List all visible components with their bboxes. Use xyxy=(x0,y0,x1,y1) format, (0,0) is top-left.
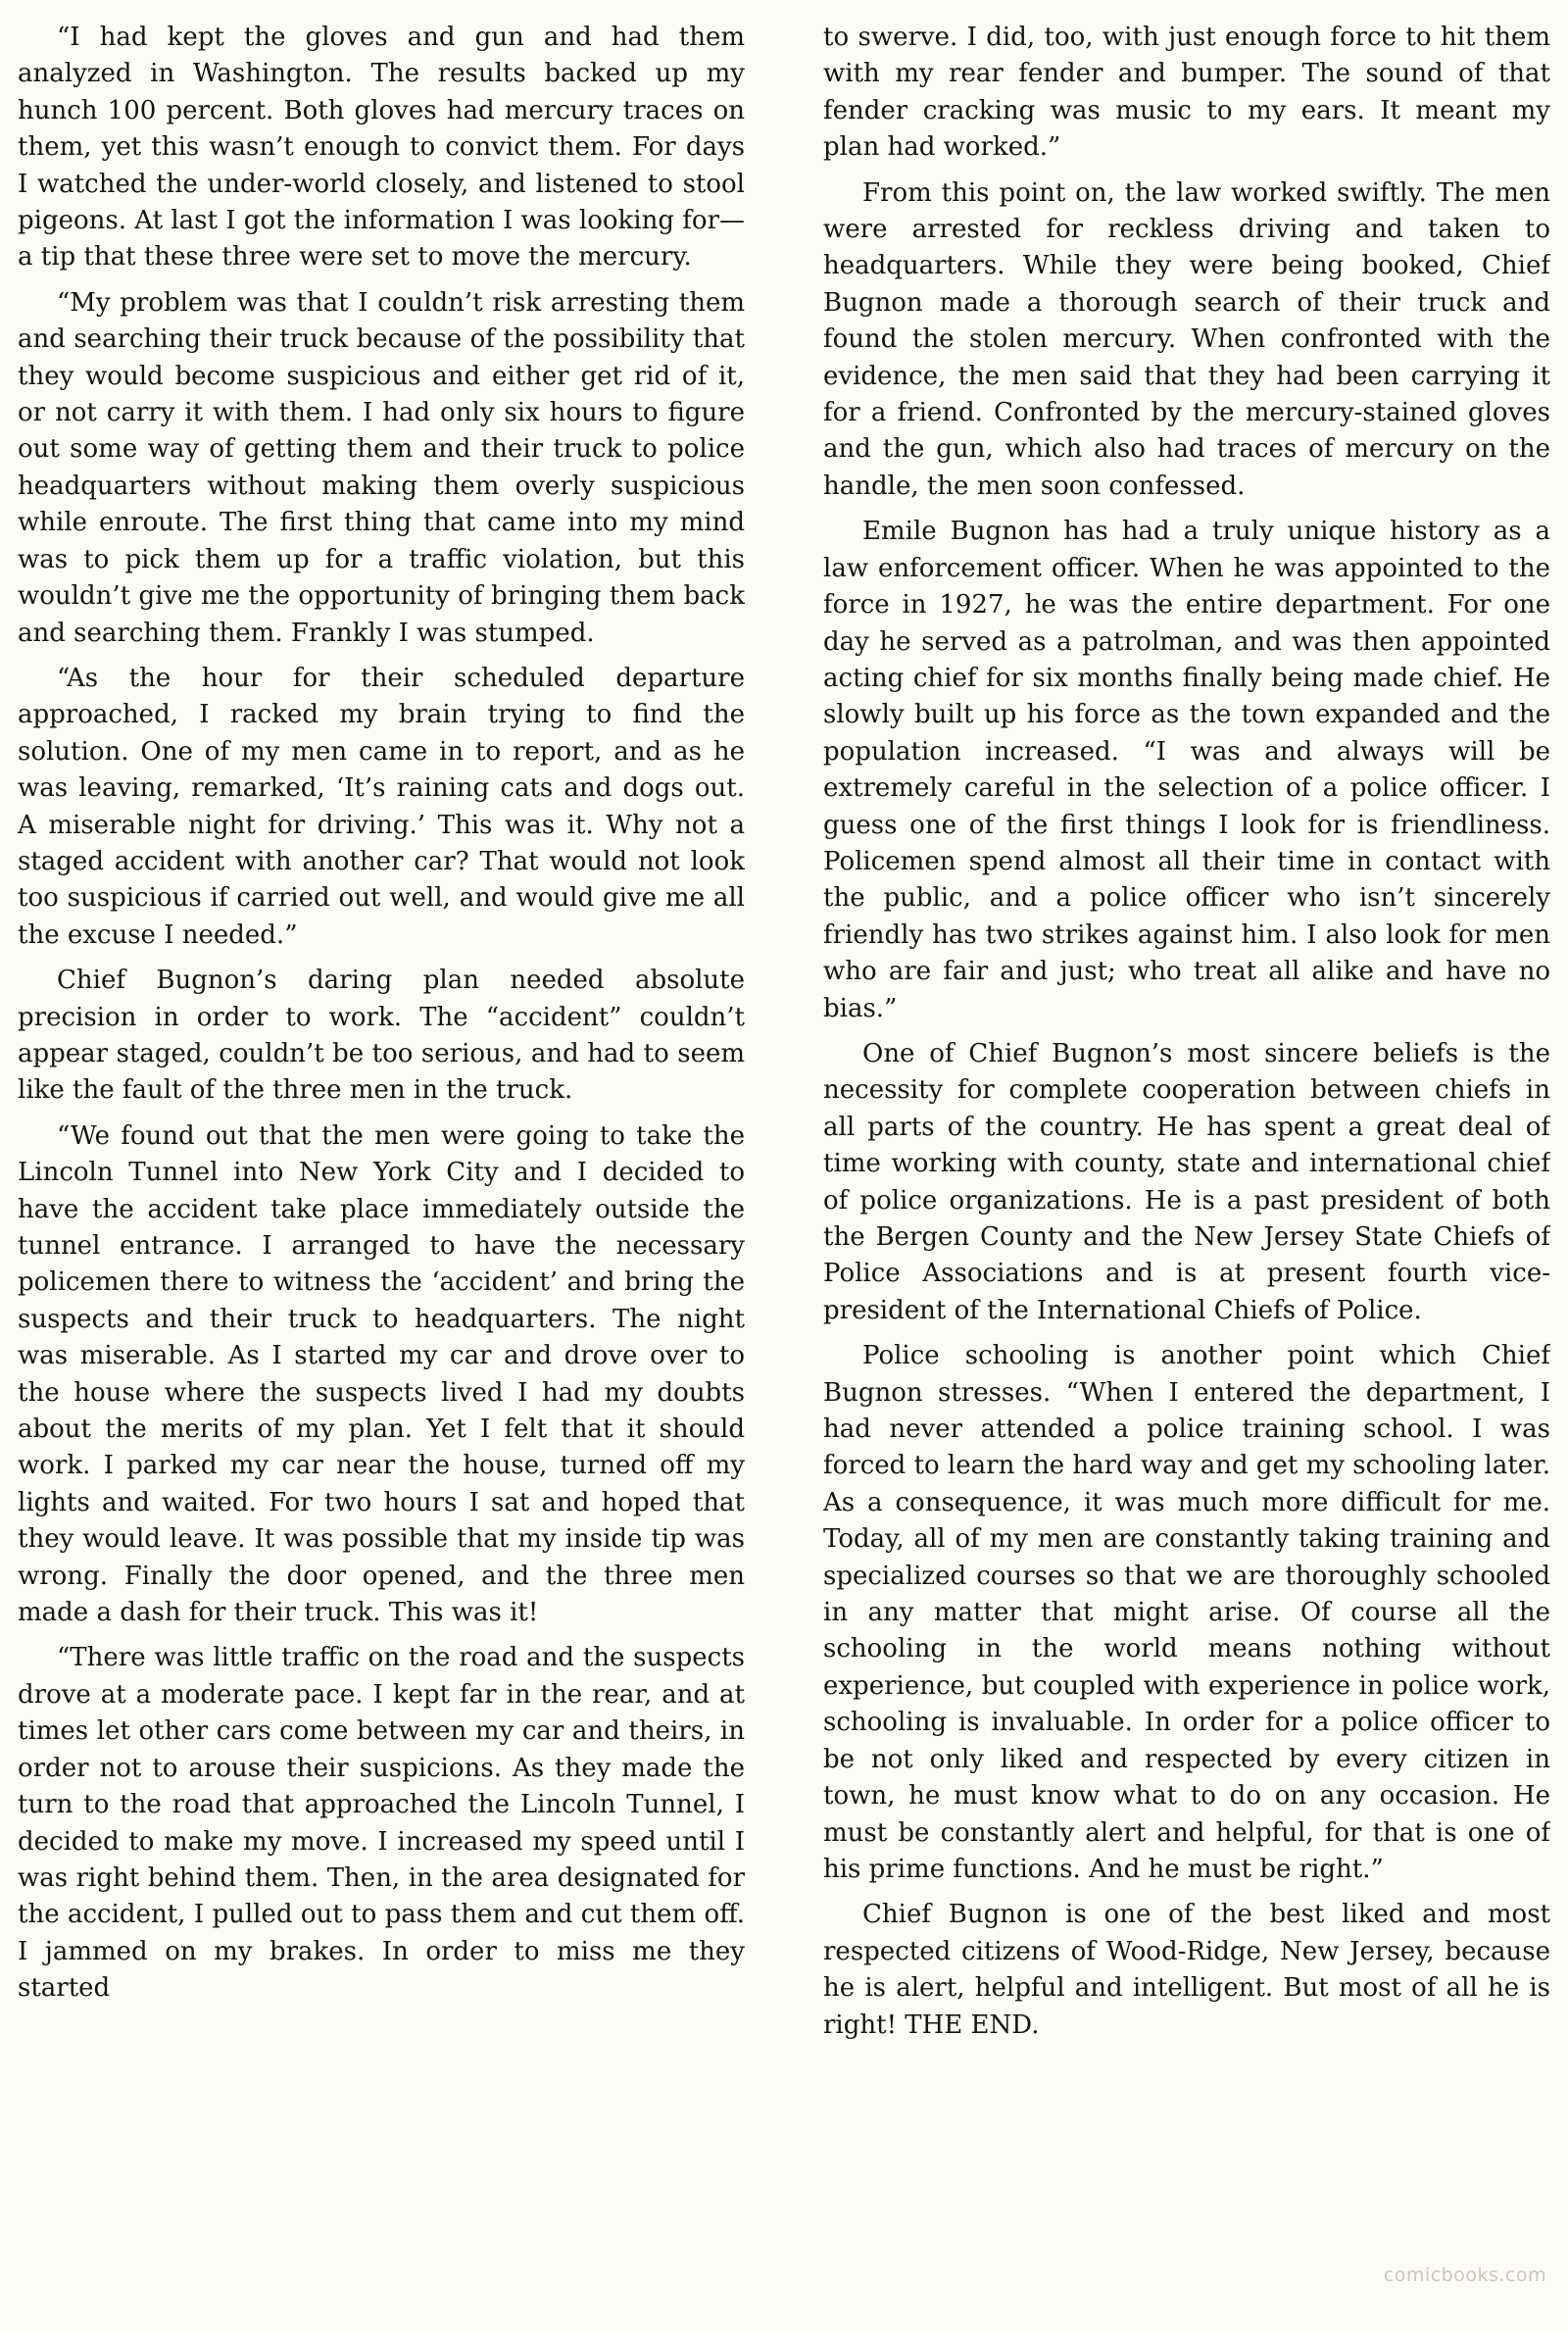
right-column xyxy=(823,20,1550,2333)
watermark: comicbooks.com xyxy=(1383,2264,1546,2286)
left-column xyxy=(18,20,745,2333)
paragraph-swerve: to swerve. I did, too, with just enough force to hit them with my rear fender and bumper. The sound of that fender cracking was music to my ears. It meant my plan had worked.” xyxy=(823,23,1550,163)
paragraph-gloves-analyzed: “I had kept the gloves and gun and had them analyzed in Washington. The results backed up my hunch 100 percent. Both gloves had mercury traces on them, yet this wasn’t enough to convict them. For days I watched the under-world closely, and listened to stool pigeons. At last I got the information I was looking for—a tip that these three were set to move the mercury. xyxy=(18,23,745,273)
paragraph-cooperation: One of Chief Bugnon’s most sincere beliefs is the necessity for complete cooperation between chiefs in all parts of the country. He has spent a great deal of time working with county, state and international chief of police organizations. He is a past president of both the Bergen County and the New Jersey State Chiefs of Police Associations and is at present fourth vice-president of the International Chiefs of Police. xyxy=(823,1038,1550,1325)
paragraph-lincoln-tunnel: “We found out that the men were going to take the Lincoln Tunnel into New York City and I decided to have the accident take place immediately outside the tunnel entrance. I arranged to have the necessary policemen there to witness the ‘accident’ and bring the suspects and their truck to headquarters. The night was miserable. As I started my car and drove over to the house where the suspects lived I had my doubts about the merits of my plan. Yet I felt that it should work. I parked my car near the house, turned off my lights and waited. For two hours I sat and hoped that they would leave. It was possible that my inside tip was wrong. Finally the door opened, and the three men made a dash for their truck. This was it! xyxy=(18,1120,745,1628)
paragraph-daring-plan: Chief Bugnon’s daring plan needed absolute precision in order to work. The “accident” couldn’t appear staged, couldn’t be too serious, and had to seem like the fault of the three men in the truck. xyxy=(18,966,745,1106)
paragraph-law-worked-swiftly: From this point on, the law worked swiftly. The men were arrested for reckless driving and taken to headquarters. While they were being booked, Chief Bugnon made a thorough search of their truck and found the stolen mercury. When confronted with the evidence, the men said that they had been carrying it for a friend. Confronted by the mercury-stained gloves and the gun, which also had traces of mercury on the handle, the men soon confessed. xyxy=(823,177,1550,501)
article-columns xyxy=(18,20,1550,2333)
paragraph-police-schooling: Police schooling is another point which Chief Bugnon stresses. “When I entered the department, I had never attended a police training school. I was forced to learn the hard way and get my schooling later. As a consequence, it was much more difficult for me. Today, all of my men are constantly taking training and specialized courses so that we are thoroughly schooled in any matter that might arise. Of course all the schooling in the world means nothing without experience, but coupled with experience in police work, schooling is invaluable. In order for a police officer to be not only liked and respected by every citizen in town, he must know what to do on any occasion. He must be constantly alert and helpful, for that is one of his prime functions. And he must be right.” xyxy=(823,1341,1550,1884)
paragraph-unique-history: Emile Bugnon has had a truly unique history as a law enforcement officer. When he was appointed to the force in 1927, he was the entire department. For one day he served as a patrolman, and was then appointed acting chief for six months finally being made chief. He slowly built up his force as the town expanded and the population increased. “I was and always will be extremely careful in the selection of a police officer. I guess one of the first things I look for is friendliness. Policemen spend almost all their time in contact with the public, and a police officer who isn’t sincerely friendly has two strikes against him. I also look for men who are fair and just; who treat all alike and have no bias.” xyxy=(823,517,1550,1023)
paragraph-problem: “My problem was that I couldn’t risk arresting them and searching their truck because of the possibility that they would become suspicious and either get rid of it, or not carry it with them. I had only six hours to figure out some way of getting them and their truck to police headquarters without making them overly suspicious while enroute. The first thing that came into my mind was to pick them up for a traffic violation, but this wouldn’t give me the opportunity of bringing them back and searching them. Frankly I was stumped. xyxy=(18,287,745,648)
paragraph-little-traffic: “There was little traffic on the road and the suspects drove at a moderate pace. I kept far in the rear, and at times let other cars come between my car and theirs, in order not to arouse their suspicions. As they made the turn to the road that approached the Lincoln Tunnel, I decided to make my move. I increased my speed until I was right behind them. Then, in the area designated for the accident, I pulled out to pass them and cut them off. I jammed on my brakes. In order to miss me they started xyxy=(18,1643,745,2004)
paragraph-the-end: Chief Bugnon is one of the best liked and most respected citizens of Wood-Ridge, New Jersey, because he is alert, helpful and intelligent. But most of all he is right! THE END. xyxy=(823,1900,1550,2040)
paragraph-departure: “As the hour for their scheduled departure approached, I racked my brain trying to find the solution. One of my men came in to report, and as he was leaving, remarked, ‘It’s raining cats and dogs out. A miserable night for driving.’ This was it. Why not a staged accident with another car? That would not look too suspicious if carried out well, and would give me all the excuse I needed.” xyxy=(18,663,745,950)
